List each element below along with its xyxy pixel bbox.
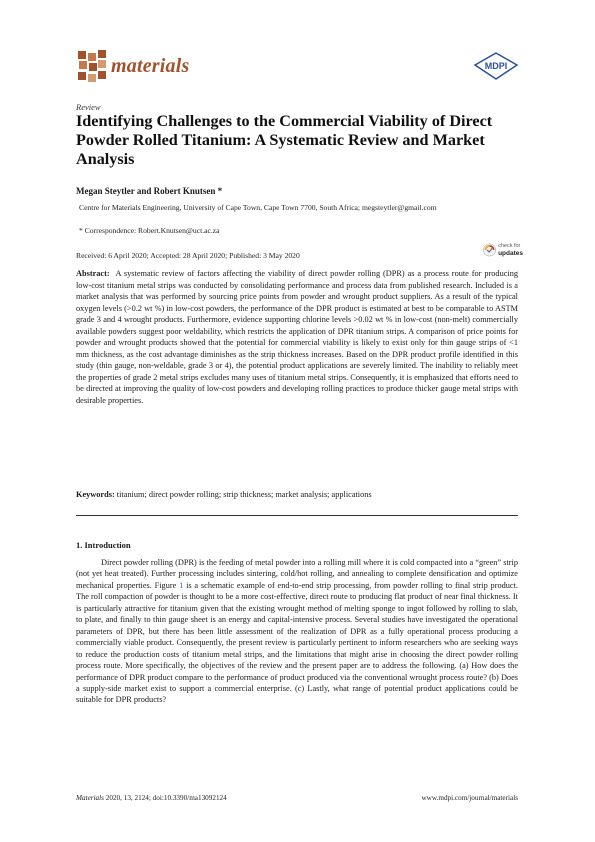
author-list: Megan Steytler and Robert Knutsen * [76, 186, 223, 196]
footer-citation-text: 2020, 13, 2124; doi:10.3390/ma13092124 [103, 794, 227, 802]
figure-reference-link[interactable]: 1 [179, 580, 184, 590]
journal-logo[interactable] [76, 47, 189, 85]
keywords-text: titanium; direct powder rolling; strip thickness; market analysis; applications [116, 490, 372, 499]
section-divider [76, 515, 518, 516]
correspondence: * Correspondence: Robert.Knutsen@uct.ac.za [79, 226, 220, 235]
abstract-text: A systematic review of factors affecting the viability of direct powder rolling (DPR) as a process route for producing low-cost titanium metal strips was conducted by consolidating performance and process data from published research. Included is a market analysis that was performed by sourcing price points from powder and wrought product suppliers. As a result of the typical oxygen levels (>0.2 wt %) in low-cost powders, the performance of the DPR product is estimated at best to be comparable to ASTM grade 3 and 4 wrought products. Furthermore, evidence supporting chlorine levels >0.02 wt % in low-cost (non-melt) commercially available powders suggest poor weldability, which restricts the application of DPR titanium strips. A comparison of price points for powder and wrought products showed that the potential for commercial viability is likely to exist only for thin gauge strips of <1 mm thickness, as the cost advantage diminishes as the strip thickness increases. Based on the DPR product profile identified in this study (thin gauge, non-weldable, grade 3 or 4), the potential product applications are severely limited. The inability to reliably meet the properties of grade 2 metal strips excludes many uses of titanium metal strips. Consequently, it is emphasized that efforts need to be directed at improving the quality of low-cost powders and developing rolling practices to produce thicker gauge metal strips with desirable properties. [76, 269, 518, 406]
affiliation: Centre for Materials Engineering, University of Cape Town, Cape Town 7700, South Africa; megsteytler@gmail.com [79, 203, 437, 212]
abstract [76, 268, 518, 407]
materials-logo-icon [76, 47, 108, 85]
article-title: Identifying Challenges to the Commercial Viability of Direct Powder Rolled Titanium: A Systematic Review and Market Analysis [76, 112, 493, 168]
article-type: Review [76, 102, 101, 112]
check-updates-line2: updates [498, 250, 523, 257]
journal-name: materials [111, 54, 190, 77]
introduction-paragraph [76, 557, 518, 706]
publisher-name: MDPI [484, 61, 508, 71]
section-title: 1. Introduction [76, 540, 131, 550]
keywords [76, 489, 518, 501]
check-updates-icon [483, 242, 496, 258]
abstract-label: Abstract: [76, 269, 110, 278]
check-updates-line1: check for [498, 243, 521, 249]
mdpi-logo-icon[interactable] [473, 52, 519, 80]
publication-dates: Received: 6 April 2020; Accepted: 28 April 2020; Published: 3 May 2020 [76, 251, 300, 260]
footer-citation [76, 794, 227, 802]
intro-text-part2: is a schematic example of end-to-end strip processing, from powder rolling to final strip product. The roll compaction of powder is thought to be a more cost-effective, direct route to producing flat product of near final thickness. It is particularly attractive for titanium given that the existing wrought method of melting sponge to ingot followed by rolling to slab, to plate, and finally to thin gauge sheet is an energy and capital-intensive process. Several studies have investigated the operational parameters of DPR, but there has been little assessment of the realization of DPR as a fully operational process producing a commercially viable product. Consequently, the present review is particularly pertinent to inform researchers who are seeking ways to reduce the production costs of titanium metal strips, and the limitations that might arise in choosing the direct powder rolling process route. More specifically, the objectives of the review and the present paper are to address the following. (a) How does the performance of DPR product compare to the performance of product produced via the conventional wrought process route? (b) Does a supply-side market exist to support a commercial enterprise. (c) Lastly, what range of potential product applications could be suitable for DPR products? [76, 580, 518, 705]
footer-journal: Materials [76, 794, 104, 802]
keywords-label: Keywords: [76, 490, 115, 499]
intro-text-part1: Direct powder rolling (DPR) is the feeding of metal powder into a rolling mill where it is cold compacted into a “green” strip (not yet heat treated). Further processing includes sintering, cold/hot rolling, and annealing to complete densification and optimize mechanical properties. Figure [76, 558, 518, 590]
check-for-updates-badge[interactable] [483, 239, 523, 261]
footer-url[interactable]: www.mdpi.com/journal/materials [421, 794, 518, 802]
